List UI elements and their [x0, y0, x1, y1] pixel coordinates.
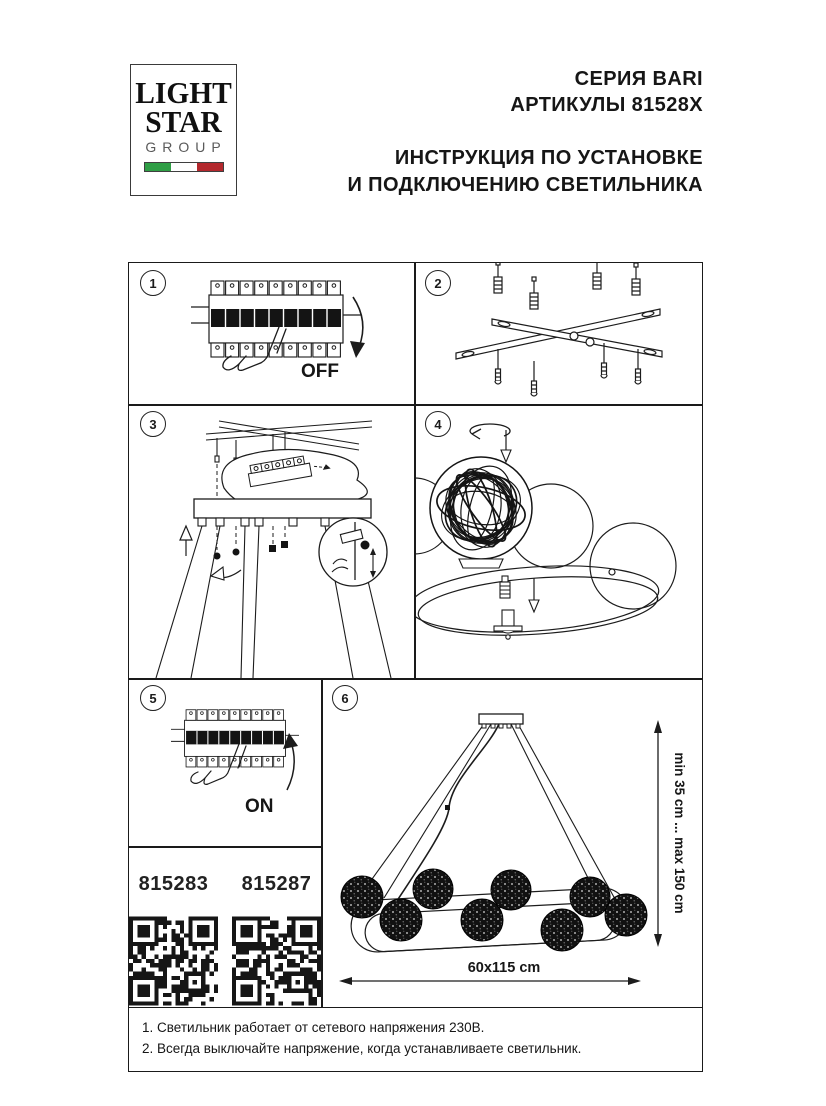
rotate-arrow-icon	[470, 424, 510, 439]
lift-rotate-arrow	[180, 526, 241, 580]
qr-item-right	[232, 873, 321, 991]
series-title: СЕРИЯ BARI	[574, 68, 703, 90]
cable-stops	[214, 541, 289, 560]
notes-box	[128, 1007, 703, 1072]
lightstar-logo	[130, 64, 237, 196]
instruction-title-line1: ИНСТРУКЦИЯ ПО УСТАНОВКЕ	[394, 147, 703, 169]
step-4-badge: 4	[425, 411, 451, 437]
qr-label-right: 815287	[241, 873, 312, 895]
vertical-dimension-label: min 35 cm ... max 150 cm	[672, 752, 687, 914]
horizontal-dimension-label: 60x115 cm	[467, 960, 541, 976]
step-4-illustration	[414, 404, 702, 678]
qr-item-left	[129, 873, 218, 991]
note-line-2: 2. Всегда выключайте напряжение, когда устанавливаете светильник.	[142, 1040, 582, 1056]
wall-anchors	[494, 263, 640, 309]
screw-detail	[500, 576, 510, 598]
canopy	[479, 714, 523, 728]
steps-grid	[128, 262, 703, 1008]
qr-code-left	[129, 902, 218, 1020]
breaker-panel	[191, 281, 361, 357]
qr-panel	[129, 846, 321, 1006]
step-3-illustration	[129, 404, 414, 678]
magnifier-detail	[319, 518, 387, 586]
instruction-title-line2: И ПОДКЛЮЧЕНИЮ СВЕТИЛЬНИКА	[347, 174, 703, 196]
mounting-bars	[456, 309, 662, 359]
qr-label-left: 815283	[138, 873, 209, 895]
wire-spheres	[341, 869, 647, 951]
wire-ball	[430, 457, 532, 568]
step-2-badge: 2	[425, 270, 451, 296]
curved-arrow-down-icon	[350, 297, 365, 358]
logo-word-star: STAR	[145, 104, 222, 139]
header-titles	[347, 66, 703, 199]
step-4-panel	[414, 404, 702, 678]
on-label: ON	[245, 796, 274, 817]
articles-title: АРТИКУЛЫ 81528X	[510, 94, 703, 116]
step-1-badge: 1	[140, 270, 166, 296]
step-1-panel	[129, 263, 414, 404]
italian-flag-icon	[144, 162, 224, 172]
step-2-panel	[414, 263, 702, 404]
logo-word-light: LIGHT	[135, 75, 232, 110]
dimension-vertical	[654, 720, 687, 947]
breaker-panel	[171, 710, 299, 767]
qr-code-right	[232, 902, 321, 1020]
step-6-badge: 6	[332, 685, 358, 711]
step-5-badge: 5	[140, 685, 166, 711]
logo-word-group: GROUP	[145, 139, 227, 155]
step-6-panel	[321, 678, 702, 1006]
down-arrow-icon	[501, 430, 511, 462]
step-6-illustration	[321, 678, 702, 1006]
off-label: OFF	[301, 361, 339, 382]
step-3-panel	[129, 404, 414, 678]
dimension-horizontal	[339, 960, 641, 985]
note-line-1: 1. Светильник работает от сетевого напряжения 230В.	[142, 1019, 485, 1035]
step-3-badge: 3	[140, 411, 166, 437]
chandelier	[341, 714, 647, 953]
down-arrow2-icon	[529, 578, 539, 612]
screws	[495, 343, 641, 396]
step-1-illustration	[129, 263, 414, 404]
step-2-illustration	[414, 263, 702, 404]
step-5-panel	[129, 678, 321, 846]
